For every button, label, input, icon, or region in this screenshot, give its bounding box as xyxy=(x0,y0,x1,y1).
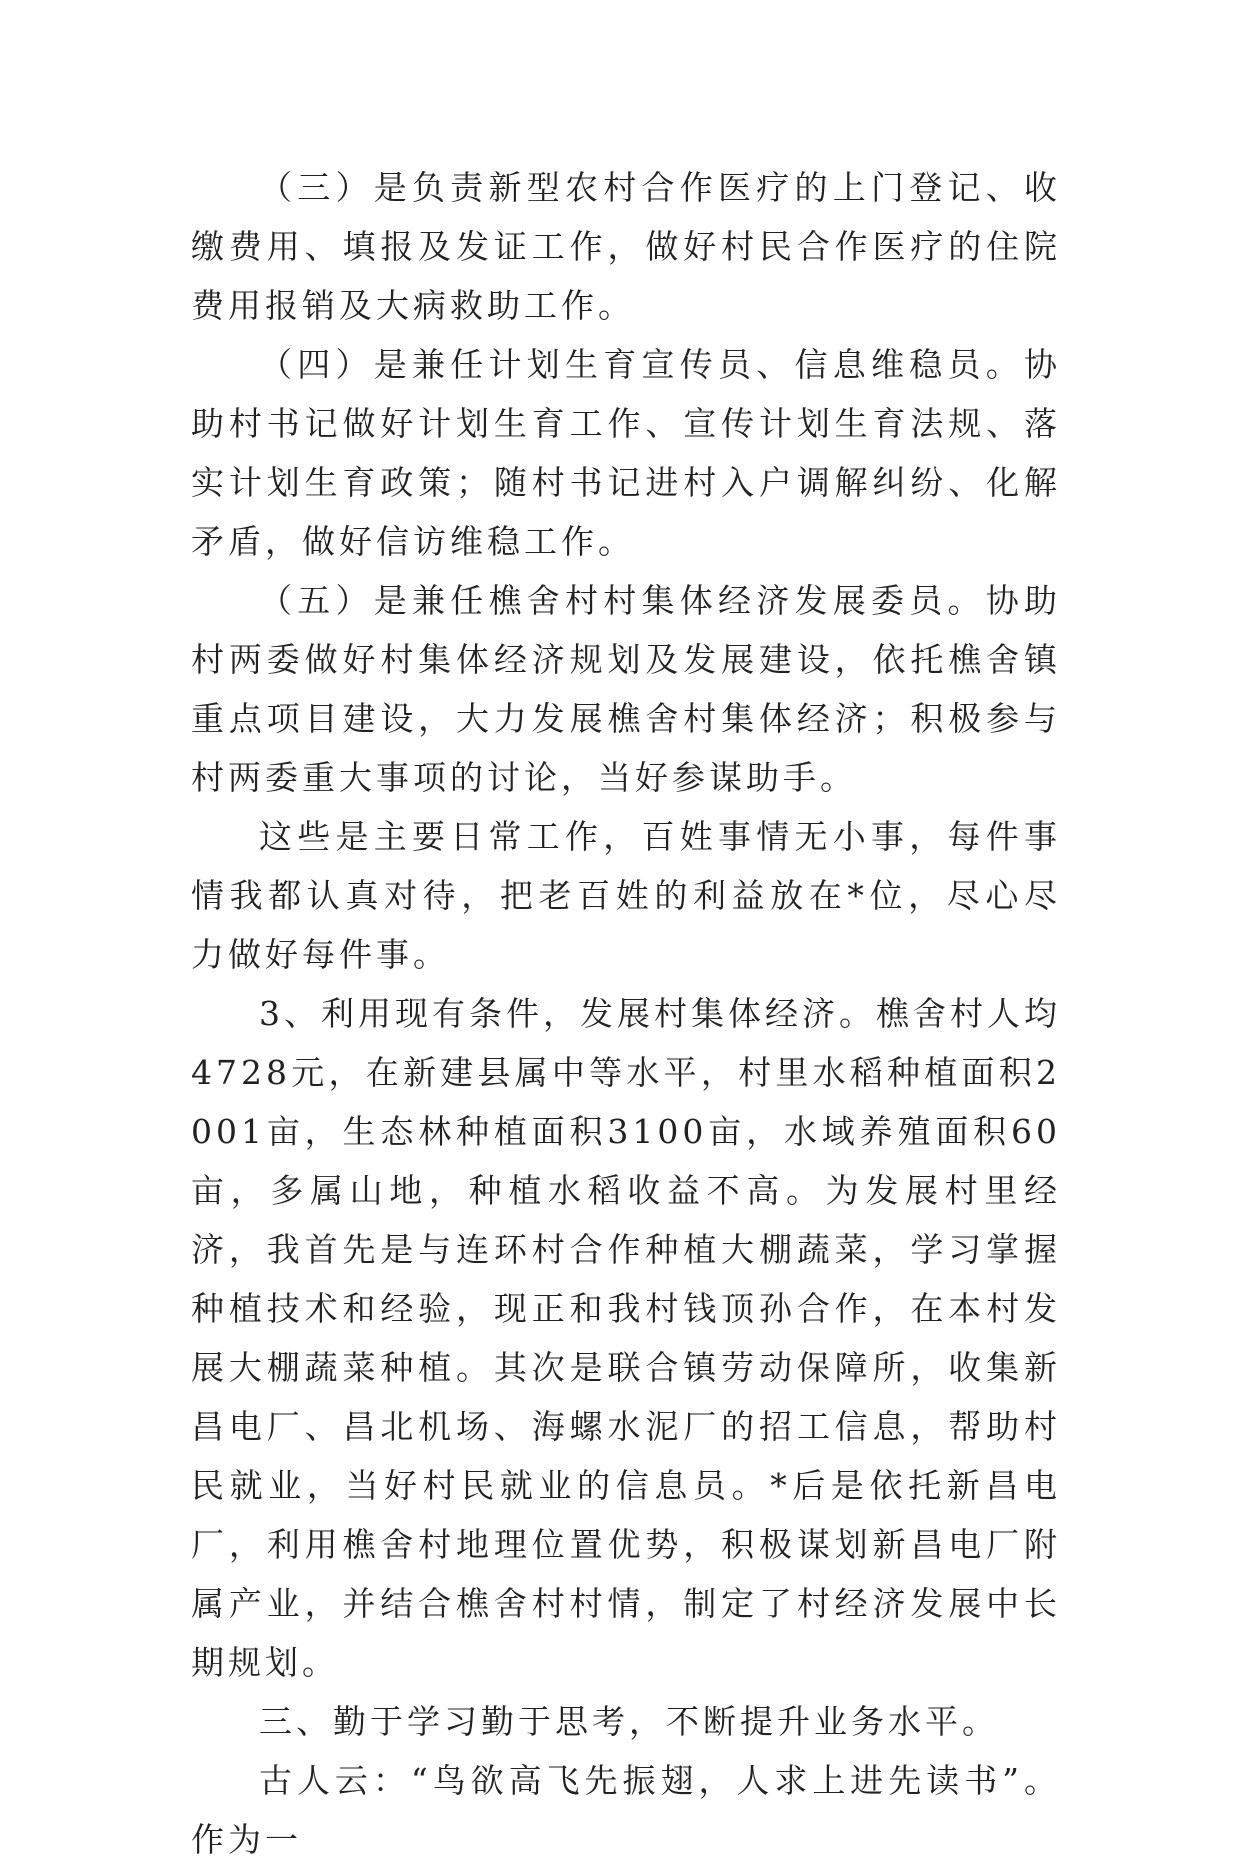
paragraph-4-family-planning: （四）是兼任计划生育宣传员、信息维稳员。协助村书记做好计划生育工作、宣传计划生育法规、落实计划生育政策；随村书记进村入户调解纠纷、化解矛盾，做好信访维稳工作。 xyxy=(191,345,1061,561)
paragraph-3-medical: （三）是负责新型农村合作医疗的上门登记、收缴费用、填报及发证工作，做好村民合作医疗的住院费用报销及大病救助工作。 xyxy=(191,168,1061,325)
paragraph-collective-economy: 3、利用现有条件，发展村集体经济。樵舍村人均4728元，在新建县属中等水平，村里水稻种植面积2001亩，生态林种植面积3100亩，水域养殖面积60亩，多属山地，种植水稻收益不高。为发展村里经济，我首先是与连环村合作种植大棚蔬菜，学习掌握种植技术和经验，现正和我村钱顶孙合作，在本村发展大棚蔬菜种植。其次是联合镇劳动保障所，收集新昌电厂、昌北机场、海螺水泥厂的招工信息，帮助村民就业，当好村民就业的信息员。*后是依托新昌电厂，利用樵舍村地理位置优势，积极谋划新昌电厂附属产业，并结合樵舍村村情，制定了村经济发展中长期规划。 xyxy=(191,994,1061,1682)
section-heading-3: 三、勤于学习勤于思考，不断提升业务水平。 xyxy=(259,1702,999,1741)
paragraph-study: 古人云：“鸟欲高飞先振翅，人求上进先读书”。作为一 xyxy=(191,1761,1061,1859)
paragraph-daily-work: 这些是主要日常工作，百姓事情无小事，每件事情我都认真对待，把老百姓的利益放在*位，尽心尽力做好每件事。 xyxy=(191,817,1061,974)
document-body xyxy=(191,158,1061,1869)
paragraph-5-economy-committee: （五）是兼任樵舍村村集体经济发展委员。协助村两委做好村集体经济规划及发展建设，依托樵舍镇重点项目建设，大力发展樵舍村集体经济；积极参与村两委重大事项的讨论，当好参谋助手。 xyxy=(191,581,1061,797)
